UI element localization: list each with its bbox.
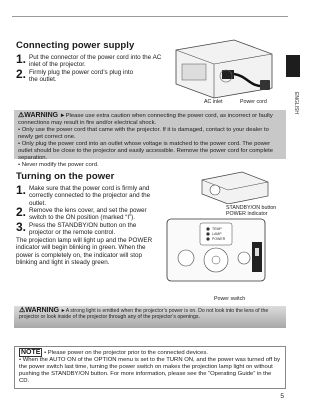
header-rule	[12, 16, 288, 17]
warning-line: ►Please use extra caution when connecting the power cord, as incorrect or faulty connections may result in fire and/or electrical shock.	[18, 113, 273, 126]
svg-text:POWER: POWER	[212, 237, 226, 241]
step-number: 2.	[16, 67, 27, 81]
warning-box-power-cord	[14, 110, 286, 168]
warning-heading: ⚠WARNING	[19, 307, 60, 314]
language-tab-label: ENGLISH	[293, 92, 299, 114]
note-line: • Please power on the projector prior to the connected devices.	[44, 350, 208, 356]
power-cord-illustration	[168, 36, 276, 102]
warning-text: ►A strong light is emitted when the projector’s power is on. Do not look into the lens of the projector or look inside of the projector through any of the projector’s openings.	[19, 308, 269, 321]
page-number: 5	[280, 393, 284, 400]
step-text: Make sure that the power cord is firmly and correctly connected to the projector and the outlet.	[29, 185, 151, 207]
svg-text:TEMP: TEMP	[212, 227, 222, 231]
warning-line: • Only plug the power cord into an outlet whose voltage is matched to the power cord. The power outlet should be close to the projector and easily accessible. Remove the power cord for complete separation.	[18, 141, 274, 161]
step-number: 1.	[16, 183, 27, 197]
note-box	[14, 346, 286, 389]
language-tab-marker	[286, 55, 300, 77]
svg-text:LAMP: LAMP	[212, 232, 222, 236]
standby-button-label: STANDBY/ON button	[226, 205, 277, 211]
power-indicator-label: POWER indicator	[226, 211, 268, 217]
step-text: Press the STANDBY/ON button on the projector or the remote control.	[29, 222, 137, 237]
step-text: Remove the lens cover, and set the power switch to the ON position (marked “I”).	[29, 207, 147, 222]
power-on-description: The projection lamp will light up and the POWER indicator will begin blinking in green. When the power is completely on, the indicator will stop blinking and light in steady green.	[16, 237, 153, 267]
step-number: 2.	[16, 205, 27, 219]
section-title-connecting-power: Connecting power supply	[16, 40, 135, 51]
projector-top-illustration	[198, 170, 270, 204]
note-line: • When the AUTO ON of the OPTION menu is set to the TURN ON, and the power was turned off by the power switch last time, turning the power switch on makes the projection lamp light on without pushing the STANDBY/ON button. For more information, please see the “Operating Guide” in the CD.	[19, 357, 281, 384]
power-switch-label: Power switch	[214, 296, 246, 302]
step-text: Put the connector of the power cord into the AC inlet of the projector.	[29, 54, 162, 69]
ac-inlet-label: AC inlet	[204, 99, 223, 105]
warning-line: • Never modify the power cord.	[18, 162, 99, 168]
section-title-turning-on: Turning on the power	[16, 171, 115, 182]
note-heading: NOTE	[21, 349, 41, 356]
control-panel-illustration	[166, 218, 266, 282]
step-number: 1.	[16, 52, 27, 66]
step-text: Firmly plug the power cord’s plug into the outlet.	[29, 69, 134, 84]
step-number: 3.	[16, 220, 27, 234]
warning-box-strong-light	[14, 306, 286, 328]
power-cord-label: Power cord	[240, 99, 267, 105]
warning-line: • Only use the power cord that came with the projector. If it is damaged, contact to your dealer to newly get correct one.	[18, 127, 269, 140]
warning-heading: ⚠WARNING	[18, 112, 59, 119]
